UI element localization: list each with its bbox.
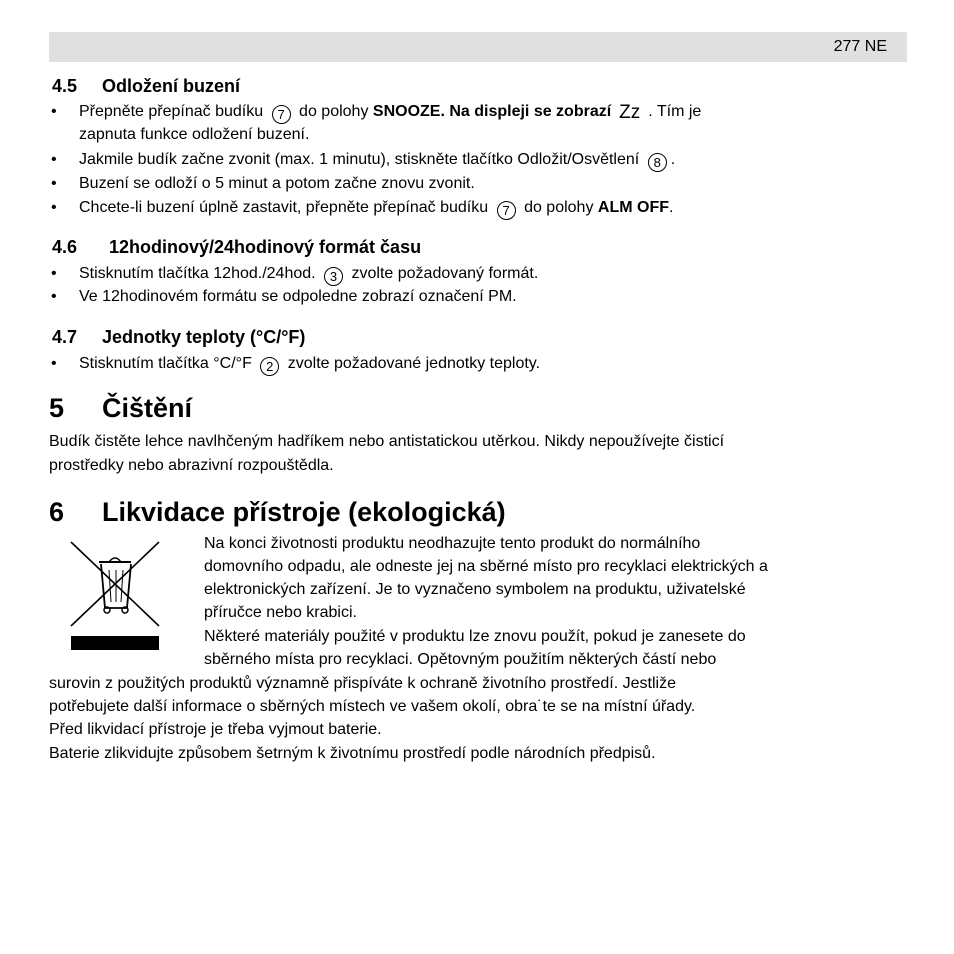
section-title: Likvidace přístroje (ekologická) bbox=[102, 497, 506, 527]
list-item-text: . Tím je bbox=[648, 103, 702, 120]
paragraph-line: Před likvidací přístroje je třeba vyjmout baterie. bbox=[49, 721, 382, 738]
paragraph-line: surovin z použitých produktů významně přispíváte k ochraně životního prostředí. Jestliže bbox=[49, 675, 676, 692]
paragraph-line: příručce nebo krabici. bbox=[204, 604, 357, 621]
list-item-text: zvolte požadovaný formát. bbox=[351, 265, 539, 282]
paragraph-line: potřebujete další informace o sběrných místech ve vašem okolí, obra˙te se na místní úřady. bbox=[49, 698, 696, 715]
button-7-icon: 7 bbox=[272, 105, 291, 124]
page-header-bar bbox=[49, 32, 907, 62]
paragraph-line: sběrného místa pro recyklaci. Opětovným použitím některých částí nebo bbox=[204, 651, 717, 668]
section-4-7-heading bbox=[52, 327, 305, 348]
section-number: 6 bbox=[49, 497, 65, 527]
list-item-text: zvolte požadované jednotky teploty. bbox=[287, 355, 541, 372]
button-7-icon: 7 bbox=[497, 201, 516, 220]
bullet-dot: • bbox=[51, 355, 57, 372]
list-item-text: zapnuta funkce odložení buzení. bbox=[79, 126, 310, 143]
list-item-text: Stisknutím tlačítka 12hod./24hod. bbox=[79, 265, 316, 282]
button-2-icon: 2 bbox=[260, 357, 279, 376]
paragraph-line: elektronických zařízení. Je to vyznačeno symbolem na produktu, uživatelské bbox=[204, 581, 746, 598]
list-item-text: Stisknutím tlačítka °C/°F bbox=[79, 355, 252, 372]
list-item-text: Buzení se odloží o 5 minut a potom začne znovu zvonit. bbox=[79, 175, 475, 192]
paragraph-line: Některé materiály použité v produktu lze znovu použít, pokud je zanesete do bbox=[204, 628, 746, 645]
section-number: 4.7 bbox=[52, 327, 78, 347]
section-number: 4.6 bbox=[52, 237, 78, 257]
list-item-text: do polohy bbox=[524, 199, 594, 216]
section-number: 5 bbox=[49, 393, 65, 423]
section-4-5-heading bbox=[52, 76, 240, 97]
list-item-text: Chcete-li buzení úplně zastavit, přepněte přepínač budíku bbox=[79, 199, 489, 216]
paragraph-line: Baterie zlikvidujte způsobem šetrným k životnímu prostředí podle národních předpisů. bbox=[49, 745, 656, 762]
paragraph-line: Na konci životnosti produktu neodhazujte tento produkt do normálního bbox=[204, 535, 701, 552]
paragraph-line: Budík čistěte lehce navlhčeným hadříkem nebo antistatickou utěrkou. Nikdy nepoužívejte čisticí bbox=[49, 433, 725, 450]
section-title: Odložení buzení bbox=[102, 76, 240, 96]
section-title: Jednotky teploty (°C/°F) bbox=[102, 327, 306, 347]
section-4-6-heading bbox=[52, 237, 421, 258]
list-item-text: Jakmile budík začne zvonit (max. 1 minutu), stiskněte tlačítko Odložit/Osvětlení bbox=[79, 151, 640, 168]
bullet-dot: • bbox=[51, 151, 57, 168]
paragraph-line: domovního odpadu, ale odneste jej na sběrné místo pro recyklaci elektrických a bbox=[204, 558, 768, 575]
list-item-text: . bbox=[669, 199, 674, 216]
bullet-dot: • bbox=[51, 103, 57, 120]
section-title: Čištění bbox=[102, 393, 193, 423]
list-item-text: do polohy bbox=[299, 103, 369, 120]
list-item-bold-text: ALM OFF bbox=[597, 199, 669, 216]
list-item-text: Přepněte přepínač budíku bbox=[79, 103, 264, 120]
button-3-icon: 3 bbox=[324, 267, 343, 286]
section-5-heading bbox=[49, 393, 192, 424]
list-item-text: Ve 12hodinovém formátu se odpoledne zobrazí označení PM. bbox=[79, 288, 517, 305]
snooze-zz-icon: Zz bbox=[619, 102, 641, 123]
bullet-dot: • bbox=[51, 265, 57, 282]
page-number: 277 NE bbox=[833, 38, 887, 55]
paragraph-line: prostředky nebo abrazivní rozpouštědla. bbox=[49, 457, 334, 474]
button-8-icon: 8 bbox=[648, 153, 667, 172]
crossed-out-wheelie-bin-icon bbox=[69, 540, 161, 650]
section-number: 4.5 bbox=[52, 76, 78, 96]
bullet-dot: • bbox=[51, 288, 57, 305]
section-title: 12hodinový/24hodinový formát času bbox=[109, 237, 422, 257]
list-item-bold-text: SNOOZE. Na displeji se zobrazí bbox=[372, 103, 612, 120]
bullet-dot: • bbox=[51, 175, 57, 192]
bullet-dot: • bbox=[51, 199, 57, 216]
list-item-text: . bbox=[670, 151, 676, 168]
section-6-heading bbox=[49, 497, 506, 528]
